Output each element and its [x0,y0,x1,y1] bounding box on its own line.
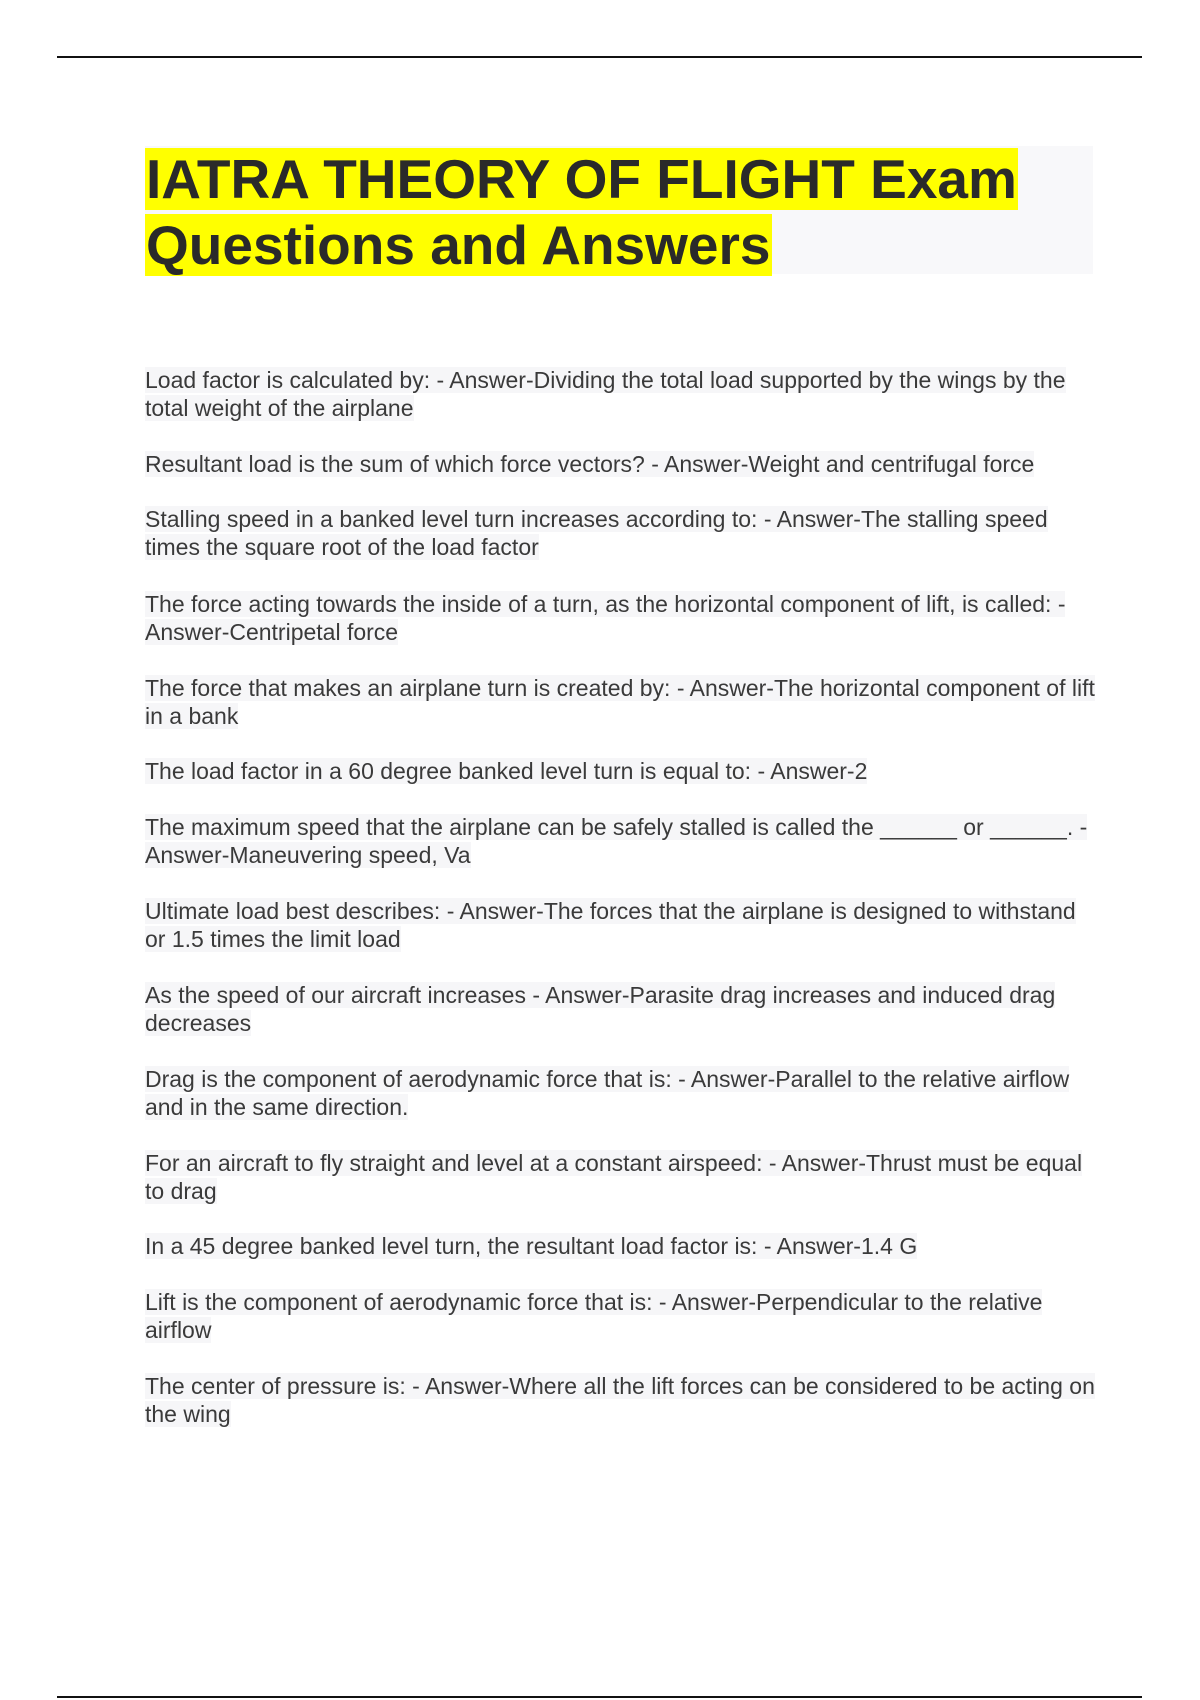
bottom-rule [57,1696,1142,1698]
qa-item: The force that makes an airplane turn is created by: - Answer-The horizontal component of lift in a bank [145,675,1095,729]
qa-item: Load factor is calculated by: - Answer-Dividing the total load supported by the wings by the total weight of the airplane [145,367,1066,421]
qa-item: Ultimate load best describes: - Answer-The forces that the airplane is designed to withstand or 1.5 times the limit load [145,898,1076,952]
qa-item: The maximum speed that the airplane can be safely stalled is called the ______ or ______. - Answer-Maneuvering speed, Va [145,814,1088,868]
qa-item: The force acting towards the inside of a turn, as the horizontal component of lift, is called: - Answer-Centripetal force [145,591,1066,645]
qa-item: For an aircraft to fly straight and level at a constant airspeed: - Answer-Thrust must be equal to drag [145,1150,1083,1204]
qa-item: The load factor in a 60 degree banked level turn is equal to: - Answer-2 [145,758,868,784]
qa-item: The center of pressure is: - Answer-Where all the lift forces can be considered to be acting on the wing [145,1373,1095,1427]
qa-item: In a 45 degree banked level turn, the resultant load factor is: - Answer-1.4 G [145,1233,918,1259]
document-title [145,146,1093,278]
qa-item: As the speed of our aircraft increases - Answer-Parasite drag increases and induced drag decreases [145,982,1056,1036]
title-block [145,146,1093,274]
qa-item: Lift is the component of aerodynamic force that is: - Answer-Perpendicular to the relative airflow [145,1289,1043,1343]
qa-list [145,366,1095,1428]
qa-item: Resultant load is the sum of which force vectors? - Answer-Weight and centrifugal force [145,451,1035,477]
qa-item: Stalling speed in a banked level turn increases according to: - Answer-The stalling speed times the square root of the load factor [145,506,1048,560]
qa-item: Drag is the component of aerodynamic force that is: - Answer-Parallel to the relative airflow and in the same direction. [145,1066,1070,1120]
top-rule [57,56,1142,58]
title-highlight: IATRA THEORY OF FLIGHT Exam Questions and Answers [146,148,1017,276]
